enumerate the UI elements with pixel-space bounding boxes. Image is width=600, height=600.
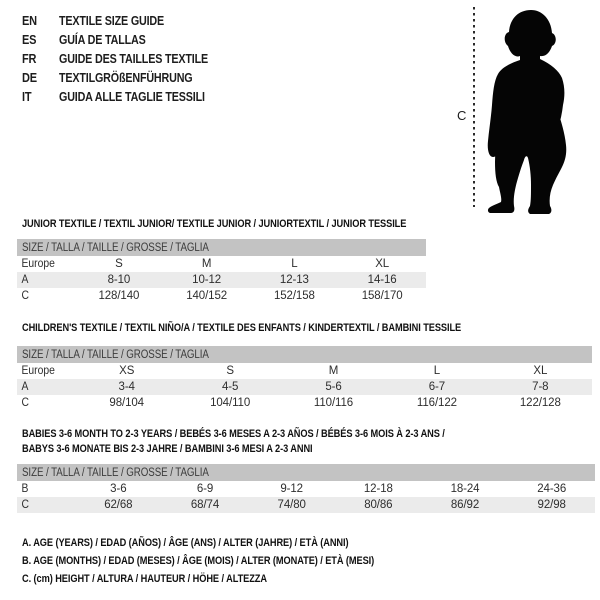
language-text: GUIDE DES TAILLES TEXTILE: [59, 51, 209, 66]
language-text: GUÍA DE TALLAS: [59, 32, 146, 47]
language-code: DE: [22, 70, 37, 85]
row-value: 5-6: [325, 381, 342, 393]
row-value: 98/104: [109, 397, 144, 409]
language-row-de: [22, 68, 232, 87]
footnote-b: B. AGE (MONTHS) / EDAD (MESES) / ÂGE (MOIS) / ALTER (MONATE) / ETÀ (MESI): [22, 555, 375, 567]
row-value: 62/68: [104, 499, 133, 511]
row-label: B: [21, 483, 29, 495]
row-value: 4-5: [221, 381, 239, 393]
row-value: L: [291, 258, 298, 270]
row-value: 12-18: [363, 483, 393, 495]
language-row-es: [22, 30, 232, 49]
children-table-title: CHILDREN'S TEXTILE / TEXTIL NIÑO/A / TEXTILE DES ENFANTS / KINDERTEXTIL / BAMBINI TESSILE: [22, 322, 462, 334]
size-header-row: [17, 346, 592, 363]
language-text: GUIDA ALLE TAGLIE TESSILI: [59, 89, 205, 104]
language-row-fr: [22, 49, 232, 68]
babies-title-line-1: BABIES 3-6 MONTH TO 2-3 YEARS / BEBÉS 3-6 MESES A 2-3 AÑOS / BÉBÉS 3-6 MOIS À 2-3 ANS /: [22, 428, 445, 440]
size-header-row: [17, 464, 595, 481]
row-value: 6-7: [428, 381, 446, 393]
size-header-label: SIZE / TALLA / TAILLE / GRÖSSE / TAGLIA: [22, 241, 209, 254]
row-value: 3-4: [118, 381, 135, 393]
row-value: L: [433, 365, 441, 377]
language-code: FR: [22, 51, 37, 66]
row-label: C: [21, 499, 29, 511]
row-value: 68/74: [190, 499, 220, 511]
row-value: 104/110: [210, 397, 251, 409]
row-value: 74/80: [277, 499, 306, 511]
height-label-c: C: [457, 108, 467, 123]
footnote-c: C. (cm) HEIGHT / ALTURA / HAUTEUR / HÖHE / ALTEZZA: [22, 573, 267, 585]
row-value: 7-8: [532, 381, 549, 393]
babies-table: [17, 464, 595, 513]
row-value: 152/158: [273, 290, 315, 302]
row-label: Europe: [21, 365, 55, 377]
row-value: 9-12: [280, 483, 303, 495]
table-row-height: [17, 497, 595, 513]
table-row-europe: [17, 363, 592, 379]
babies-title-line-2: BABYS 3-6 MONATE BIS 2-3 JAHRE / BAMBINI 3-6 MESI A 2-3 ANNI: [22, 443, 313, 455]
language-text: TEXTILE SIZE GUIDE: [59, 13, 165, 28]
language-list: [22, 11, 232, 106]
language-text: TEXTILGRÖßENFÜHRUNG: [59, 70, 193, 85]
row-value: 116/122: [416, 397, 457, 409]
table-row-europe: [17, 256, 426, 272]
row-value: 158/170: [361, 290, 403, 302]
babies-table-title: [22, 427, 525, 457]
row-value: 18-24: [450, 483, 480, 495]
row-value: 110/116: [313, 397, 354, 409]
height-measure-line: [471, 5, 477, 209]
table-row-height: [17, 395, 592, 411]
row-value: 8-10: [107, 274, 131, 286]
row-value: 122/128: [519, 397, 561, 409]
language-code: IT: [22, 89, 32, 104]
table-row-age: [17, 272, 426, 288]
row-value: 14-16: [367, 274, 397, 286]
row-value: 92/98: [537, 499, 566, 511]
row-value: 3-6: [110, 483, 127, 495]
size-header-label: SIZE / TALLA / TAILLE / GRÖSSE / TAGLIA: [22, 348, 209, 361]
language-row-en: [22, 11, 232, 30]
row-label: Europe: [21, 258, 55, 270]
row-value: 80/86: [364, 499, 393, 511]
row-label: A: [21, 381, 29, 393]
row-value: 86/92: [450, 499, 480, 511]
row-value: XL: [533, 365, 548, 377]
language-code: ES: [22, 32, 37, 47]
junior-table-title: JUNIOR TEXTILE / TEXTIL JUNIOR/ TEXTILE JUNIOR / JUNIORTEXTIL / JUNIOR TESSILE: [22, 218, 407, 230]
row-value: S: [226, 365, 234, 377]
footnote-a: A. AGE (YEARS) / EDAD (AÑOS) / ÂGE (ANS) / ALTER (JAHRE) / ETÀ (ANNI): [22, 537, 349, 549]
row-value: S: [115, 258, 123, 270]
legend-footnotes: [22, 537, 441, 591]
children-table: [17, 346, 592, 411]
row-value: 6-9: [196, 483, 214, 495]
row-value: XS: [119, 365, 135, 377]
size-header-label: SIZE / TALLA / TAILLE / GRÖSSE / TAGLIA: [22, 466, 209, 479]
row-value: XL: [375, 258, 390, 270]
row-value: M: [328, 365, 339, 377]
baby-silhouette-icon: [487, 8, 579, 215]
row-value: 140/152: [186, 290, 228, 302]
language-code: EN: [22, 13, 37, 28]
row-label: A: [21, 274, 29, 286]
table-row-age: [17, 379, 592, 395]
row-value: 12-13: [279, 274, 309, 286]
row-value: M: [201, 258, 212, 270]
junior-table: [17, 239, 426, 304]
size-header-row: [17, 239, 426, 256]
row-label: C: [21, 397, 29, 409]
language-row-it: [22, 87, 232, 106]
row-value: 24-36: [537, 483, 567, 495]
table-row-age-months: [17, 481, 595, 497]
row-value: 128/140: [98, 290, 140, 302]
row-label: C: [21, 290, 29, 302]
row-value: 10-12: [192, 274, 222, 286]
table-row-height: [17, 288, 426, 304]
